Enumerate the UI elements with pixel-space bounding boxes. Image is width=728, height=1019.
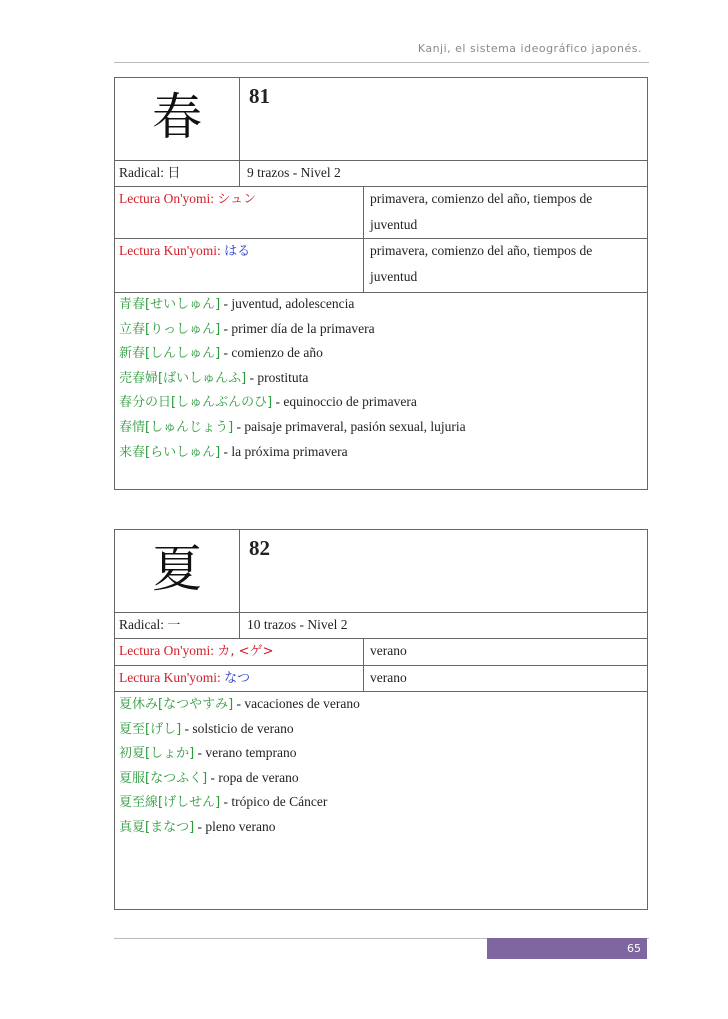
- vocab-meaning: - verano temprano: [194, 745, 297, 761]
- kunyomi-label: Lectura Kun'yomi:: [119, 243, 221, 258]
- vocab-word: 青春[せいしゅん]: [119, 297, 221, 312]
- vocab-meaning: - equinoccio de primavera: [272, 394, 417, 410]
- kunyomi-row: [115, 238, 647, 293]
- vocab-item: [119, 317, 643, 342]
- onyomi-field: [119, 641, 273, 662]
- vocab-item: [119, 415, 643, 440]
- vocab-meaning: - trópico de Cáncer: [220, 794, 328, 810]
- onyomi-value: カ, <ゲ>: [217, 644, 274, 659]
- vocab-word: 夏服[なつふく]: [119, 770, 208, 786]
- kanji-character: 春: [152, 88, 202, 146]
- vocab-item: [119, 790, 643, 815]
- vocab-word: 真夏[まなつ]: [119, 819, 195, 835]
- vocab-item: [119, 366, 643, 391]
- header-divider: [114, 62, 649, 63]
- vocab-word: 夏休み[なつやすみ]: [119, 697, 234, 712]
- kunyomi-meaning: primavera, comienzo del año, tiempos de juventud: [370, 243, 593, 284]
- vocab-item: [119, 390, 643, 415]
- kanji-header-row: [115, 78, 647, 161]
- vocab-item: [119, 717, 643, 742]
- vocabulary-list: [119, 292, 643, 464]
- onyomi-value: シュン: [217, 192, 257, 207]
- vocab-word: 立春[りっしゅん]: [119, 321, 221, 337]
- kanji-header-row: [115, 530, 647, 613]
- kunyomi-field: [119, 241, 250, 262]
- vocab-word: 売春婦[ばいしゅんふ]: [119, 370, 247, 386]
- vocab-item: [119, 440, 643, 465]
- strokes-level: 9 trazos - Nivel 2: [247, 165, 341, 180]
- vocab-meaning: - la próxima primavera: [220, 443, 348, 459]
- vocab-meaning: - solsticio de verano: [181, 720, 294, 736]
- vocab-meaning: - paisaje primaveral, pasión sexual, lujuria: [233, 418, 466, 434]
- onyomi-row: [115, 186, 647, 239]
- vocab-item: [119, 341, 643, 366]
- vocab-meaning: - comienzo de año: [220, 345, 323, 361]
- radical-value: 一: [167, 618, 181, 633]
- kunyomi-label: Lectura Kun'yomi:: [119, 670, 221, 685]
- radical-field: [119, 163, 180, 184]
- radical-label: Radical:: [119, 617, 164, 632]
- vocabulary-list: [119, 692, 643, 840]
- page-number: 65: [487, 938, 647, 959]
- vocab-word: 来春[らいしゅん]: [119, 444, 221, 460]
- vocab-word: 初夏[しょか]: [119, 746, 195, 762]
- kanji-character: 夏: [152, 540, 202, 598]
- vocab-word: 新春[しんしゅん]: [119, 346, 221, 362]
- kunyomi-field: [119, 668, 250, 689]
- onyomi-label: Lectura On'yomi:: [119, 191, 215, 206]
- kanji-card-81: [114, 77, 648, 490]
- vocab-item: [119, 692, 643, 717]
- vocab-meaning: - pleno verano: [194, 818, 276, 834]
- onyomi-meaning: primavera, comienzo del año, tiempos de juventud: [370, 191, 593, 232]
- vocab-word: 夏至線[げしせん]: [119, 795, 221, 811]
- vocab-item: [119, 741, 643, 766]
- vocab-meaning: - ropa de verano: [207, 769, 299, 785]
- radical-row: [115, 160, 647, 187]
- kunyomi-row: [115, 665, 647, 692]
- onyomi-field: [119, 189, 256, 210]
- vocab-word: 春情[しゅんじょう]: [119, 419, 234, 435]
- kanji-number: 82: [249, 536, 270, 560]
- vocab-item: [119, 815, 643, 840]
- kunyomi-value: なつ: [224, 671, 251, 686]
- vocab-meaning: - vacaciones de verano: [233, 696, 360, 711]
- vocab-word: 春分の日[しゅんぶんのひ]: [119, 395, 273, 411]
- vocab-item: [119, 292, 643, 317]
- vocab-meaning: - prostituta: [246, 369, 309, 385]
- radical-value: 日: [167, 166, 181, 181]
- kunyomi-meaning: verano: [370, 670, 407, 685]
- onyomi-meaning: verano: [370, 643, 407, 658]
- radical-row: [115, 612, 647, 639]
- vocab-meaning: - primer día de la primavera: [220, 320, 375, 336]
- vocab-word: 夏至[げし]: [119, 721, 182, 737]
- onyomi-label: Lectura On'yomi:: [119, 643, 215, 658]
- radical-field: [119, 615, 180, 636]
- radical-label: Radical:: [119, 165, 164, 180]
- kanji-number: 81: [249, 84, 270, 108]
- strokes-level: 10 trazos - Nivel 2: [247, 617, 348, 632]
- vocab-item: [119, 766, 643, 791]
- onyomi-row: [115, 638, 647, 666]
- kunyomi-value: はる: [224, 244, 251, 259]
- vocab-meaning: - juventud, adolescencia: [220, 296, 355, 311]
- running-header: Kanji, el sistema ideográfico japonés.: [417, 42, 642, 55]
- kanji-card-82: [114, 529, 648, 910]
